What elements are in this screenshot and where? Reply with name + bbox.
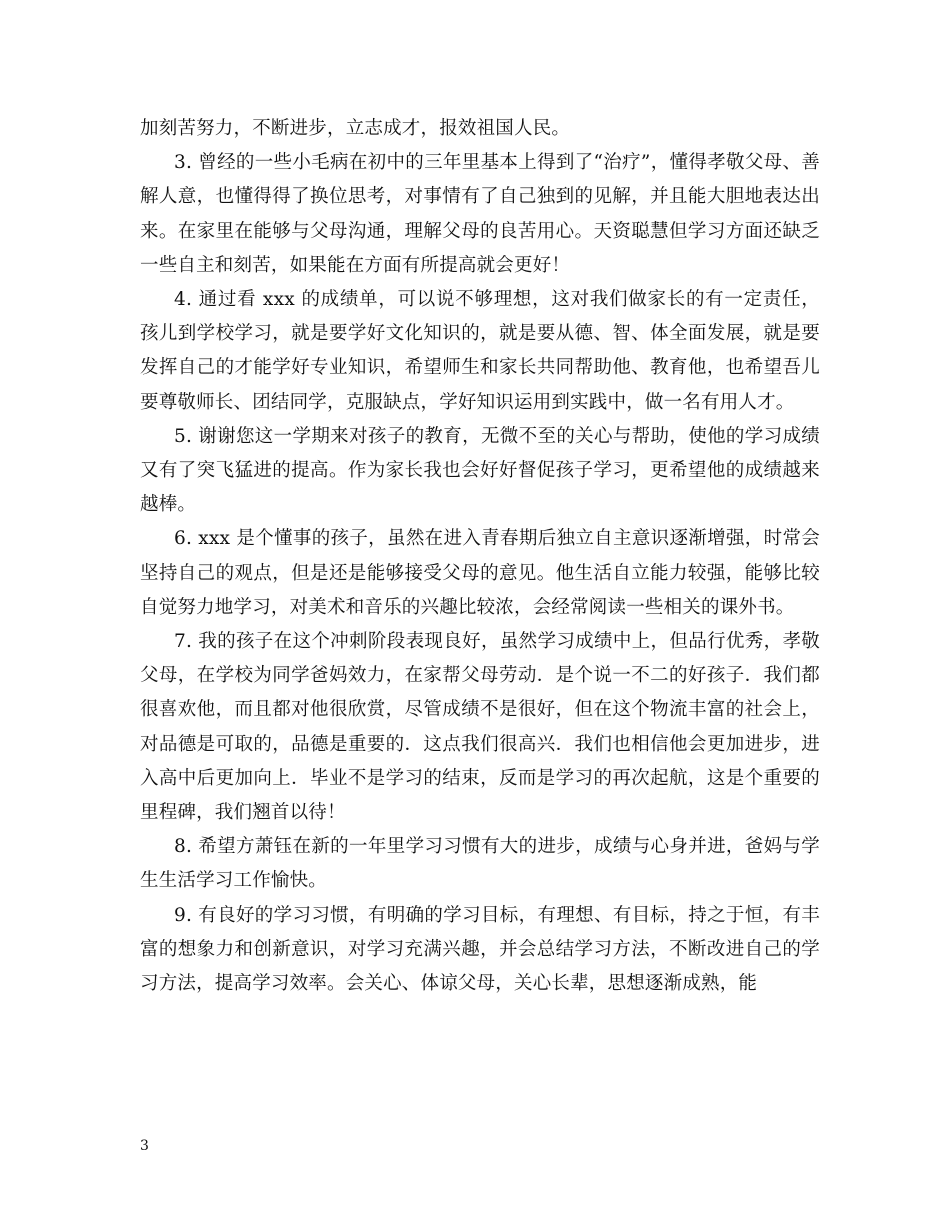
page-number: 3 [140, 1138, 149, 1154]
paragraph-continuation: 加刻苦努力，不断进步，立志成才，报效祖国人民。 [140, 118, 571, 139]
paragraph-item-3: 3. 曾经的一些小毛病在初中的三年里基本上得到了“治疗”，懂得孝敬父母、善解人意，也懂得得了换位思考，对事情有了自己独到的见解，并且能大胆地表达出来。在家里在能够与父母沟通，理解父母的良苦用心。天资聪慧但学习方面还缺乏一些自主和刻苦，如果能在方面有所提高就会更好！ [140, 152, 820, 276]
paragraph-item-9: 9. 有良好的学习习惯，有明确的学习目标，有理想、有目标，持之于恒，有丰富的想象力和创新意识，对学习充满兴趣，并会总结学习方法，不断改进自己的学习方法，提高学习效率。会关心、体谅父母，关心长辈，思想逐渐成熟，能 [140, 904, 820, 995]
document-body [140, 112, 820, 1001]
paragraph-item-6: 6. xxx 是个懂事的孩子，虽然在进入青春期后独立自主意识逐渐增强，时常会坚持自己的观点，但是还是能够接受父母的意见。他生活自立能力较强，能够比较自觉努力地学习，对美术和音乐的兴趣比较浓，会经常阅读一些相关的课外书。 [140, 528, 820, 618]
paragraph-item-5: 5. 谢谢您这一学期来对孩子的教育，无微不至的关心与帮助，使他的学习成绩又有了突飞猛进的提高。作为家长我也会好好督促孩子学习，更希望他的成绩越来越棒。 [140, 425, 820, 516]
paragraph-item-7: 7. 我的孩子在这个冲刺阶段表现良好，虽然学习成绩中上，但品行优秀，孝敬父母，在学校为同学爸妈效力，在家帮父母劳动．是个说一不二的好孩子．我们都很喜欢他，而且都对他很欣赏，尽管成绩不是很好，但在这个物流丰富的社会上，对品德是可取的，品德是重要的．这点我们很高兴．我们也相信他会更加进步，进入高中后更加向上．毕业不是学习的结束，反而是学习的再次起航，这是个重要的里程碑，我们翘首以待！ [140, 631, 820, 824]
paragraph-item-8: 8. 希望方萧钰在新的一年里学习习惯有大的进步，成绩与心身并进，爸妈与学生生活学习工作愉快。 [140, 836, 820, 892]
paragraph-item-4: 4. 通过看 xxx 的成绩单，可以说不够理想，这对我们做家长的有一定责任，孩儿到学校学习，就是要学好文化知识的，就是要从德、智、体全面发展，就是要发挥自己的才能学好专业知识，希望师生和家长共同帮助他、教育他，也希望吾儿要尊敬师长、团结同学，克服缺点，学好知识运用到实践中，做一名有用人才。 [140, 289, 820, 413]
